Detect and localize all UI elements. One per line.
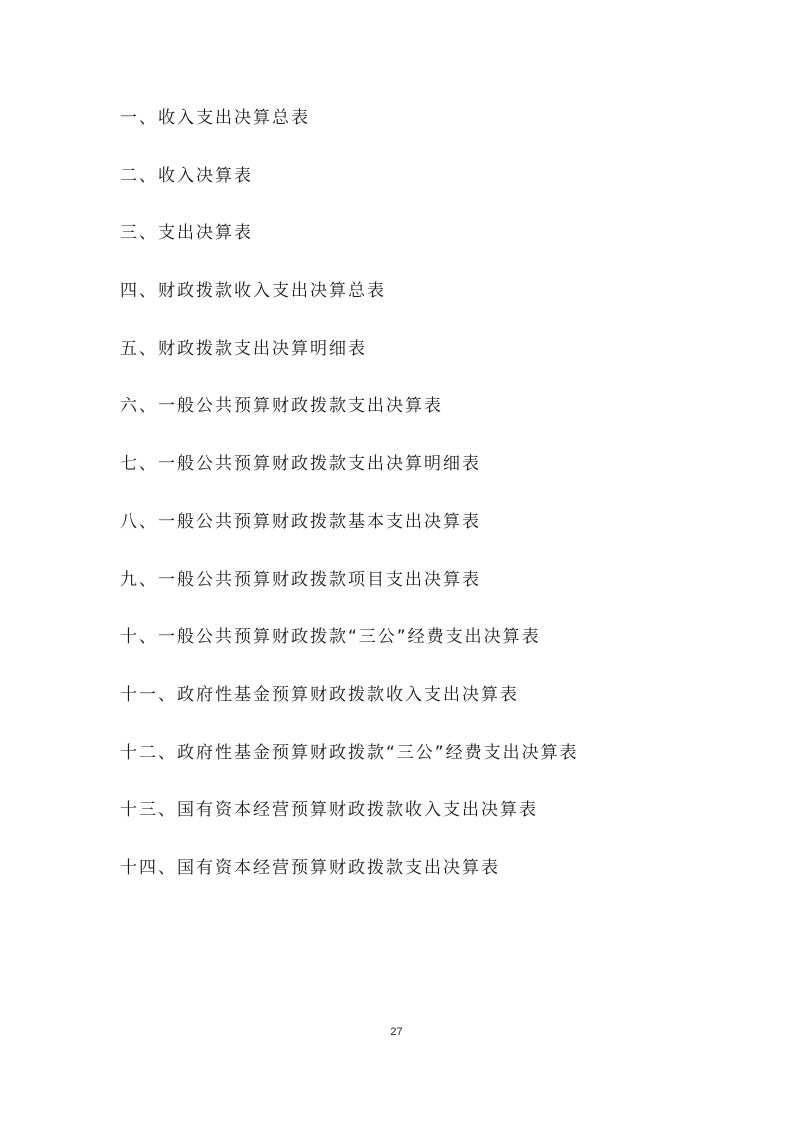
toc-item-2: 二、收入决算表 xyxy=(120,165,253,186)
page-number: 27 xyxy=(390,1026,403,1038)
toc-item-1: 一、收入支出决算总表 xyxy=(120,108,310,128)
toc-item-8: 八、一般公共预算财政拨款基本支出决算表 xyxy=(120,511,481,532)
toc-item-12: 十二、政府性基金预算财政拨款“三公”经费支出决算表 xyxy=(120,742,579,763)
toc-item-7: 七、一般公共预算财政拨款支出决算明细表 xyxy=(120,454,481,475)
toc-item-10: 十、一般公共预算财政拨款“三公”经费支出决算表 xyxy=(120,627,541,648)
toc-item-11: 十一、政府性基金预算财政拨款收入支出决算表 xyxy=(120,684,519,705)
toc-item-3: 三、支出决算表 xyxy=(120,223,253,244)
toc-item-9: 九、一般公共预算财政拨款项目支出决算表 xyxy=(120,569,481,590)
table-of-contents xyxy=(120,104,579,912)
toc-item-5: 五、财政拨款支出决算明细表 xyxy=(120,338,367,359)
toc-item-13: 十三、国有资本经营预算财政拨款收入支出决算表 xyxy=(120,800,538,821)
toc-item-6: 六、一般公共预算财政拨款支出决算表 xyxy=(120,396,443,417)
toc-item-14: 十四、国有资本经营预算财政拨款支出决算表 xyxy=(120,857,500,878)
toc-item-4: 四、财政拨款收入支出决算总表 xyxy=(120,281,386,302)
